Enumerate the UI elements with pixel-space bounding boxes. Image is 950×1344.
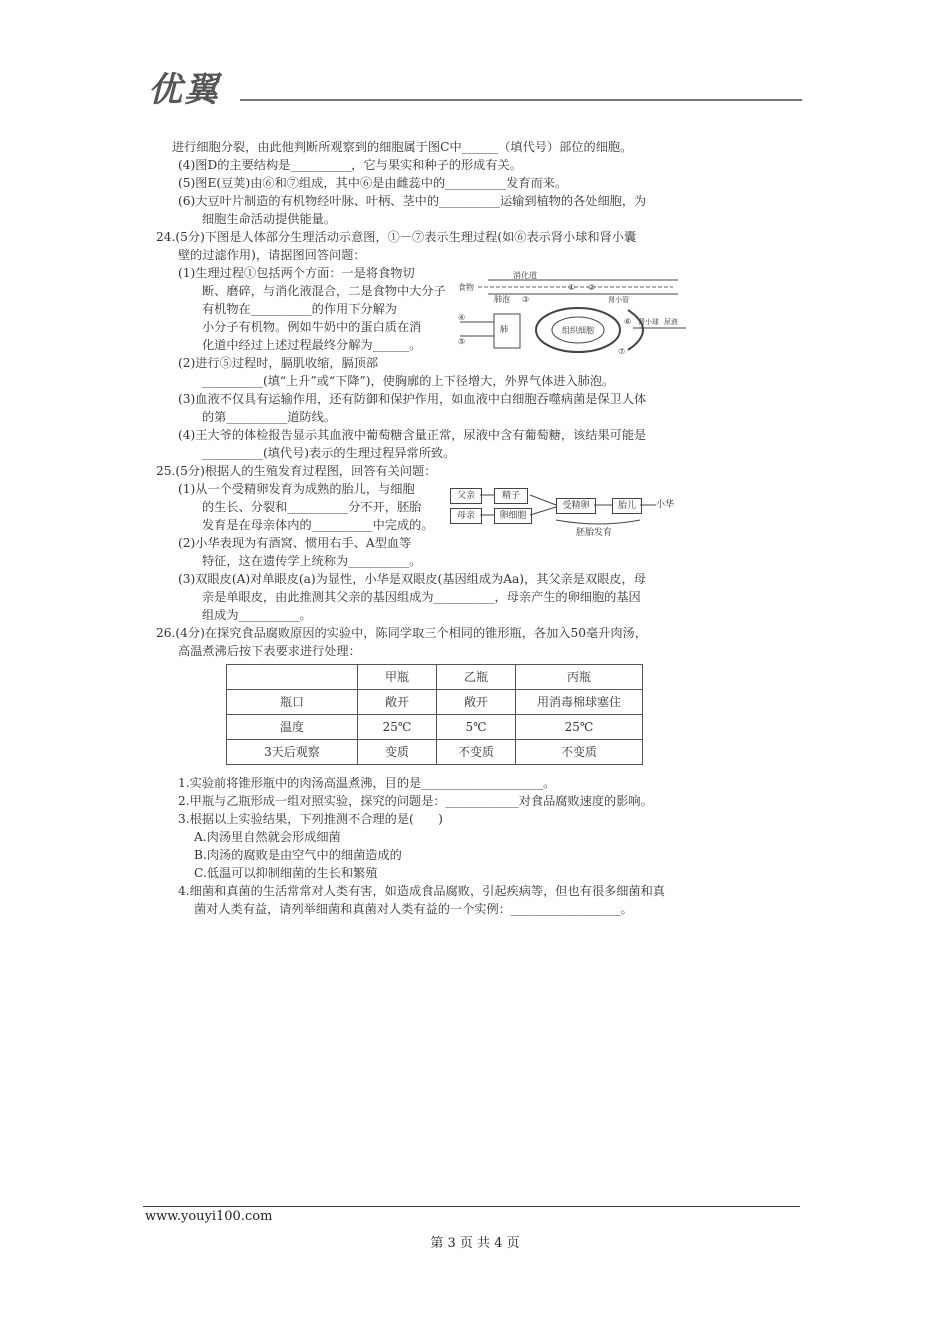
text-line: (5)图E(豆荚)由⑥和⑦组成，其中⑥是由雌蕊中的__________发育而来。 [178, 176, 568, 190]
text-line: 4.细菌和真菌的生活常常对人类有害，如造成食品腐败，引起疾病等，但也有很多细菌和真 [178, 884, 665, 898]
table-cell: 3天后观察 [227, 740, 358, 765]
text-line: 的生长、分裂和__________分不开，胚胎 [202, 500, 422, 514]
table-header-cell: 丙瓶 [516, 665, 643, 690]
table-row [227, 690, 643, 715]
text-line: 2.甲瓶与乙瓶形成一组对照实验，探究的问题是：____________对食品腐败速度的影响。 [178, 794, 653, 808]
label-urine: 尿液 [664, 318, 678, 326]
table-header-row [227, 665, 643, 690]
text-line: (1)生理过程①包括两个方面：一是将食物切 [178, 266, 415, 280]
text-line: 亲是单眼皮，由此推测其父亲的基因组成为__________，母亲产生的卵细胞的基因 [202, 590, 641, 604]
table-cell: 用消毒棉球塞住 [516, 690, 643, 715]
text-line: (3)血液不仅具有运输作用，还有防御和保护作用，如血液中白细胞吞噬病菌是保卫人体 [178, 392, 647, 406]
egg-box: 卵细胞 [494, 508, 532, 524]
table-cell: 敞开 [358, 690, 437, 715]
label-7: ⑦ [618, 347, 626, 356]
table-cell: 5℃ [437, 715, 516, 740]
header-rule [240, 99, 802, 101]
text-line: (4)王大爷的体检报告显示其血液中葡萄糖含量正常，尿液中含有葡萄糖，该结果可能是 [178, 428, 647, 442]
text-line: 菌对人类有益，请列举细菌和真菌对人类有益的一个实例：__________________。 [194, 902, 633, 916]
text-line: (3)双眼皮(A)对单眼皮(a)为显性，小华是双眼皮(基因组成为Aa)，其父亲是双眼皮，母 [178, 572, 646, 586]
footer-rule [143, 1206, 800, 1207]
text-line: 断、磨碎，与消化液混合，二是食物中大分子 [202, 284, 446, 298]
embryo-caption: 胚胎发育 [576, 528, 613, 538]
table-header-cell: 乙瓶 [437, 665, 516, 690]
table-cell: 不变质 [437, 740, 516, 765]
label-5: ⑤ [458, 337, 466, 346]
text-line: 3.根据以上实验结果，下列推测不合理的是( ) [178, 812, 443, 826]
question-26: 26.(4分)在探究食品腐败原因的实验中，陈同学取三个相同的锥形瓶，各加入50毫升肉汤， [156, 626, 647, 640]
table-cell: 25℃ [516, 715, 643, 740]
question-25: 25.(5分)根据人的生殖发育过程图，回答有关问题： [156, 464, 437, 478]
table-cell: 温度 [227, 715, 358, 740]
text-line: __________(填“上升”或“下降”)，使胸廓的上下径增大，外界气体进入肺泡。 [202, 374, 615, 388]
label-glomerulus: 肾小球 [638, 318, 659, 326]
label-6: ⑥ [624, 317, 632, 326]
table-row [227, 740, 643, 765]
table-cell: 瓶口 [227, 690, 358, 715]
text-line: 进行细胞分裂，由此他判断所观察到的细胞属于图C中______（填代号）部位的细胞。 [172, 140, 633, 154]
child-label: 小华 [656, 500, 675, 510]
page-number: 第 3 页 共 4 页 [430, 1236, 520, 1251]
text-line: (2)小华表现为有酒窝、惯用右手、A型血等 [178, 536, 412, 550]
scanned-page [156, 128, 702, 928]
label-2: ② [588, 283, 596, 292]
text-line: 有机物在__________的作用下分解为 [202, 302, 397, 316]
label-4: ④ [458, 313, 466, 322]
text-line: 壁的过滤作用)，请据图回答问题： [178, 248, 366, 262]
text-line: (2)进行⑤过程时，膈肌收缩，膈顶部 [178, 356, 379, 370]
option-a: A.肉汤里自然就会形成细菌 [194, 830, 341, 844]
text-line: 的第__________道防线。 [202, 410, 337, 424]
father-box: 父亲 [450, 488, 482, 504]
table-header-cell [227, 665, 358, 690]
text-line: 高温煮沸后按下表要求进行处理： [178, 644, 361, 658]
text-line: __________(填代号)表示的生理过程异常所致。 [202, 446, 456, 460]
table-cell: 25℃ [358, 715, 437, 740]
table-cell: 变质 [358, 740, 437, 765]
fetus-box: 胎儿 [612, 498, 642, 514]
zygote-box: 受精卵 [556, 498, 596, 514]
label-alveoli: 肺泡 [494, 295, 510, 304]
label-renal-tubule: 肾小管 [608, 296, 629, 304]
option-b: B.肉汤的腐败是由空气中的细菌造成的 [194, 848, 402, 862]
reproduction-arrows [480, 488, 660, 528]
table-header-cell: 甲瓶 [358, 665, 437, 690]
brand-logo: 优翼 [148, 70, 220, 110]
text-line: (1)从一个受精卵发育为成熟的胎儿，与细胞 [178, 482, 415, 496]
label-1: ① [568, 283, 576, 292]
mother-box: 母亲 [450, 508, 482, 524]
text-line: 小分子有机物。例如牛奶中的蛋白质在消 [202, 320, 422, 334]
question-24: 24.(5分)下图是人体部分生理活动示意图，①－⑦表示生理过程(如⑥表示肾小球和肾小囊 [156, 230, 637, 244]
table-row [227, 715, 643, 740]
physiology-diagram [458, 270, 688, 360]
sperm-box: 精子 [494, 488, 528, 504]
label-food: 食物 [458, 283, 474, 292]
text-line: (6)大豆叶片制造的有机物经叶脉、叶柄、茎中的__________运输到植物的各处细胞，为 [178, 194, 647, 208]
label-digestive-tract: 消化道 [513, 271, 537, 280]
table-cell: 不变质 [516, 740, 643, 765]
footer-url: www.youyi100.com [145, 1209, 273, 1224]
text-line: 细胞生命活动提供能量。 [202, 212, 337, 226]
text-line: 1.实验前将锥形瓶中的肉汤高温煮沸，目的是____________________。 [178, 776, 556, 790]
text-line: 特征，这在遗传学上统称为__________。 [202, 554, 422, 568]
label-3: ③ [522, 295, 530, 304]
experiment-table [226, 664, 643, 765]
text-line: (4)图D的主要结构是__________，它与果实和种子的形成有关。 [178, 158, 522, 172]
label-tissue-cell: 组织细胞 [562, 326, 594, 335]
option-c: C.低温可以抑制细菌的生长和繁殖 [194, 866, 378, 880]
text-line: 化道中经过上述过程最终分解为______。 [202, 338, 422, 352]
text-line: 发育是在母亲体内的__________中完成的。 [202, 518, 434, 532]
label-lung: 肺 [500, 325, 508, 334]
text-line: 组成为__________。 [202, 608, 312, 622]
table-cell: 敞开 [437, 690, 516, 715]
